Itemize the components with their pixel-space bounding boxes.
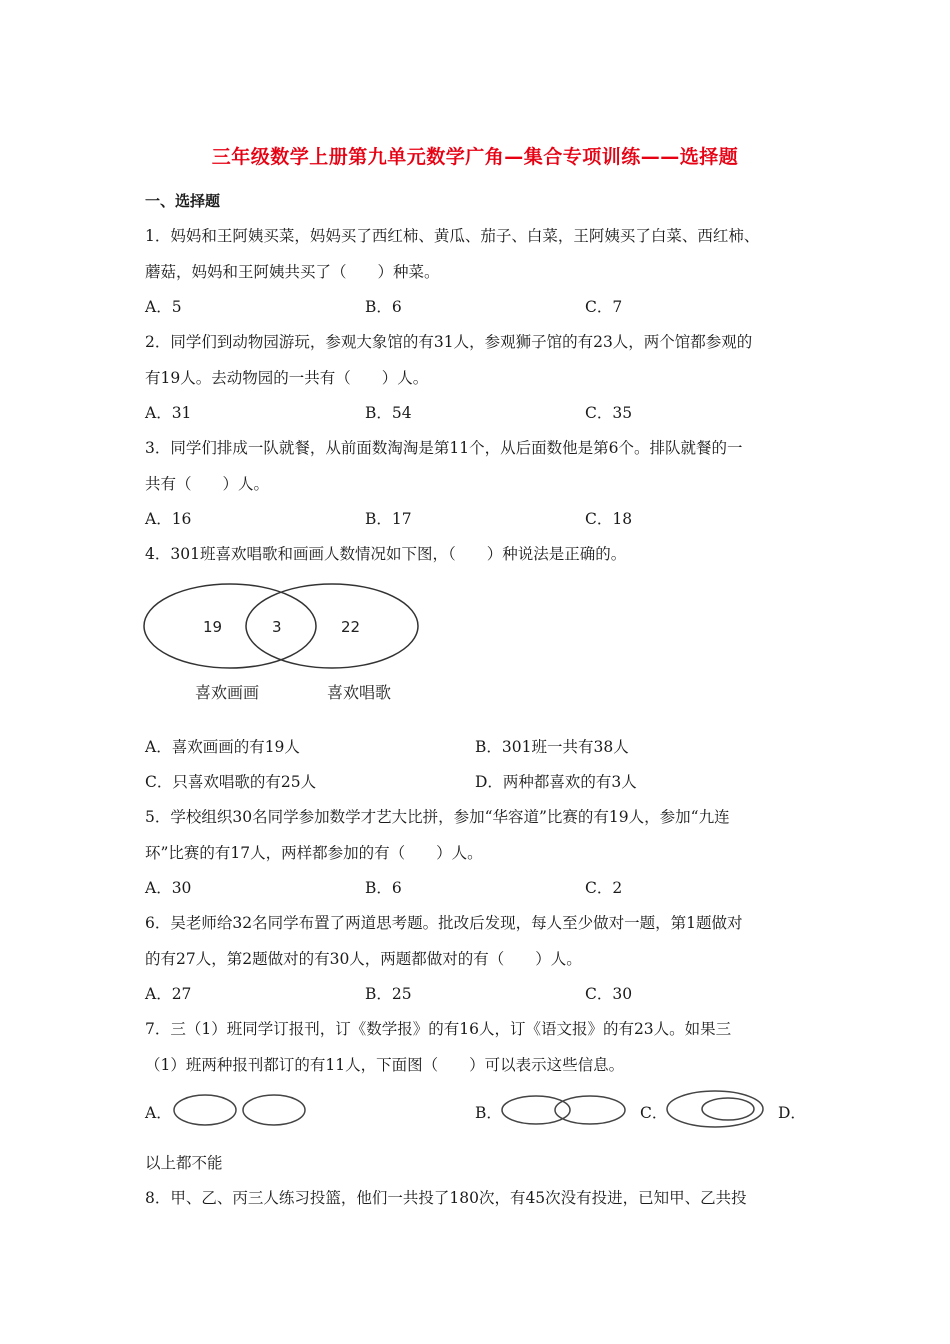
q3-option-c[interactable]: C．18 <box>585 510 633 528</box>
q7-line1: 7．三（1）班同学订报刊，订《数学报》的有16人，订《语文报》的有23人。如果三 <box>145 1020 732 1038</box>
q7-option-b[interactable]: B． <box>475 1104 502 1122</box>
q7-option-d[interactable]: D． <box>778 1104 806 1122</box>
q5-line2: 环”比赛的有17人，两样都参加的有（ ）人。 <box>145 844 483 862</box>
q1-option-b[interactable]: B．6 <box>365 298 402 316</box>
q6-line1: 6．吴老师给32名同学布置了两道思考题。批改后发现，每人至少做对一题，第1题做对 <box>145 914 743 932</box>
page-title: 三年级数学上册第九单元数学广角—集合专项训练——选择题 <box>211 146 739 168</box>
q2-option-b[interactable]: B．54 <box>365 404 412 422</box>
venn-right-value: 22 <box>341 618 361 636</box>
q8-line1: 8．甲、乙、丙三人练习投篮，他们一共投了180次，有45次没有投进，已知甲、乙共投 <box>145 1189 747 1207</box>
q6-option-c[interactable]: C．30 <box>585 985 633 1003</box>
venn-left-label: 喜欢画画 <box>195 683 260 702</box>
venn-right-label: 喜欢唱歌 <box>327 683 392 702</box>
q6-option-b[interactable]: B．25 <box>365 985 412 1003</box>
q4-option-b[interactable]: B．301班一共有38人 <box>475 738 629 756</box>
q2-option-a[interactable]: A．31 <box>145 404 192 422</box>
q5-option-a[interactable]: A．30 <box>145 879 192 897</box>
q6-option-a[interactable]: A．27 <box>145 985 192 1003</box>
q3-line1: 3．同学们排成一队就餐，从前面数淘淘是第11个，从后面数他是第6个。排队就餐的一 <box>145 439 743 457</box>
ellipse-shape <box>667 1091 763 1127</box>
q4-option-d[interactable]: D．两种都喜欢的有3人 <box>475 773 637 791</box>
q7-diagram-a <box>172 1092 308 1128</box>
ellipse-shape <box>555 1096 625 1124</box>
venn-left-value: 19 <box>203 618 223 636</box>
ellipse-shape <box>702 1098 754 1120</box>
q7-option-d-text: 以上都不能 <box>145 1154 223 1172</box>
q1-option-a[interactable]: A．5 <box>145 298 182 316</box>
q4-option-c[interactable]: C．只喜欢唱歌的有25人 <box>145 773 317 791</box>
q5-option-b[interactable]: B．6 <box>365 879 402 897</box>
q3-line2: 共有（ ）人。 <box>145 475 270 493</box>
q6-line2: 的有27人，第2题做对的有30人，两题都做对的有（ ）人。 <box>145 950 582 968</box>
q7-option-c[interactable]: C． <box>640 1104 668 1122</box>
q3-option-b[interactable]: B．17 <box>365 510 412 528</box>
q4-line1: 4．301班喜欢唱歌和画画人数情况如下图，（ ）种说法是正确的。 <box>145 545 627 563</box>
venn-diagram <box>140 582 425 707</box>
q5-option-c[interactable]: C．2 <box>585 879 623 897</box>
ellipse-shape <box>174 1095 236 1125</box>
q1-line1: 1．妈妈和王阿姨买菜，妈妈买了西红柿、黄瓜、茄子、白菜，王阿姨买了白菜、西红柿、 <box>145 227 760 245</box>
q4-option-a[interactable]: A．喜欢画画的有19人 <box>145 738 300 756</box>
q7-option-a[interactable]: A． <box>145 1104 172 1122</box>
q5-line1: 5．学校组织30名同学参加数学才艺大比拼，参加“华容道”比赛的有19人，参加“九连 <box>145 808 730 826</box>
venn-middle-value: 3 <box>272 618 282 636</box>
ellipse-shape <box>243 1095 305 1125</box>
q7-diagram-b <box>500 1092 630 1128</box>
q1-option-c[interactable]: C．7 <box>585 298 623 316</box>
q7-diagram-c <box>664 1088 768 1130</box>
ellipse-shape <box>502 1096 570 1124</box>
section-heading: 一、选择题 <box>145 192 221 210</box>
q3-option-a[interactable]: A．16 <box>145 510 192 528</box>
q7-line2: （1）班两种报刊都订的有11人，下面图（ ）可以表示这些信息。 <box>145 1056 625 1074</box>
q1-line2: 蘑菇，妈妈和王阿姨共买了（ ）种菜。 <box>145 263 440 281</box>
q2-line1: 2．同学们到动物园游玩，参观大象馆的有31人，参观狮子馆的有23人，两个馆都参观的 <box>145 333 753 351</box>
venn-circle-drawing <box>144 584 316 668</box>
q2-line2: 有19人。去动物园的一共有（ ）人。 <box>145 369 429 387</box>
q2-option-c[interactable]: C．35 <box>585 404 633 422</box>
